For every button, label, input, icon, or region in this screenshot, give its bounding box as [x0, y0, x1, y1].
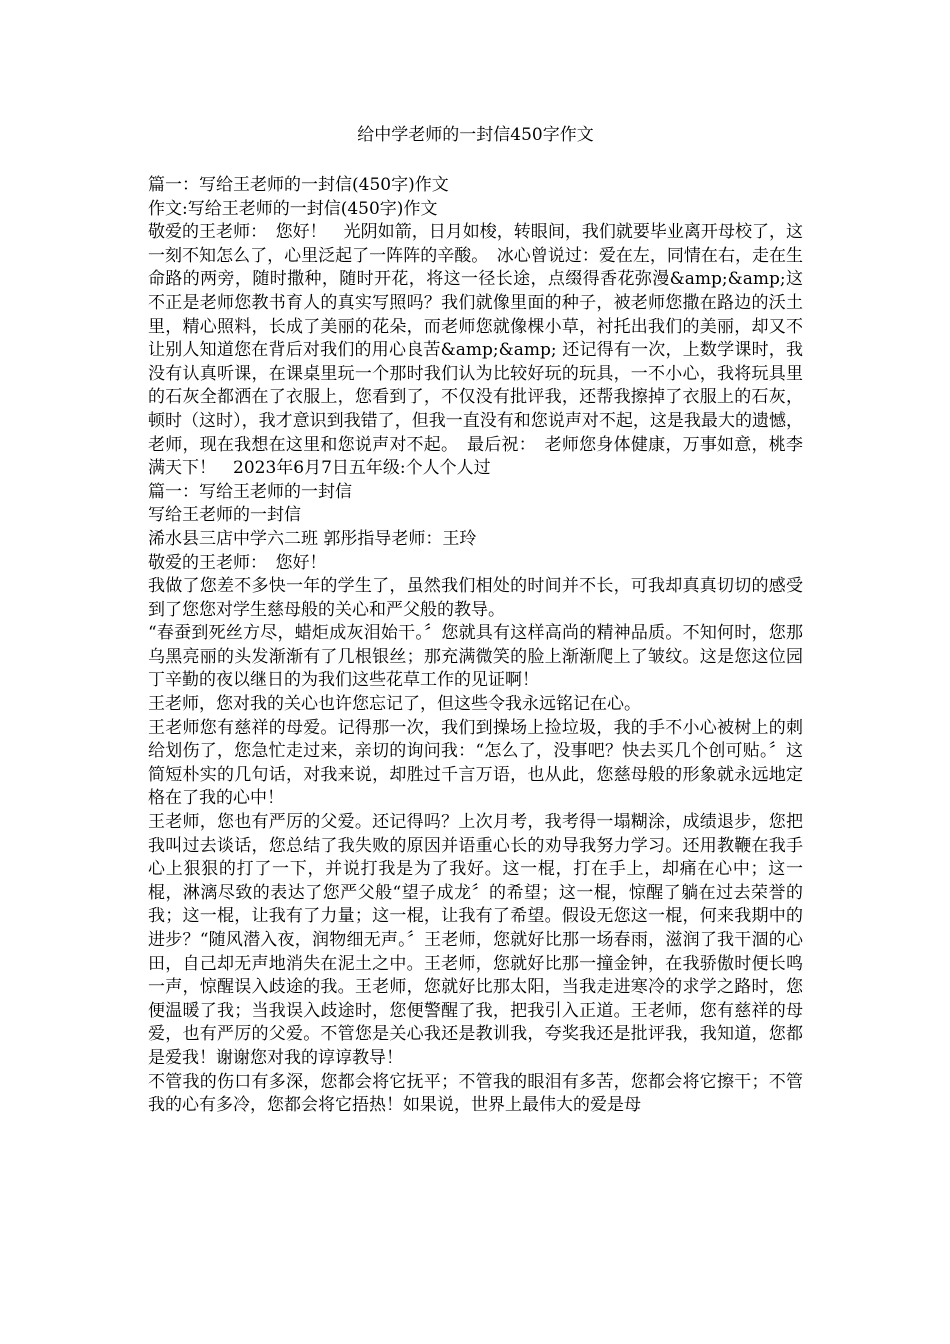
body-paragraph: “春蚕到死丝方尽，蜡炬成灰泪始干。〞您就具有这样高尚的精神品质。不知何时，您那乌黑亮丽的头发渐渐有了几根银丝；那充满微笑的脸上渐渐爬上了皱纹。这是您这位园丁辛勤的夜以继日的为我们这些花草工作的见证啊！ — [148, 623, 803, 691]
section-heading: 篇一：写给王老师的一封信(450字)作文 — [148, 175, 449, 195]
body-paragraph: 王老师您有慈祥的母爱。记得那一次，我们到操场上捡垃圾，我的手不小心被树上的刺给划伤了，您急忙走过来，亲切的询问我：“怎么了，没事吧？快去买几个创可贴。〞这简短朴实的几句话，对我来说，却胜过千言万语，也从此，您慈母般的形象就永远地定格在了我的心中！ — [148, 717, 803, 809]
section-heading: 篇一：写给王老师的一封信 — [148, 481, 352, 502]
document-title: 给中学老师的一封信450字作文 — [357, 125, 594, 145]
body-paragraph: 王老师，您对我的关心也许您忘记了，但这些令我永远铭记在心。 — [148, 694, 641, 715]
letter-body-paragraph: 敬爱的王老师： 您好！ 光阴如箭，日月如梭，转眼间，我们就要毕业离开母校了，这一刻不知怎么了，心里泛起了一阵阵的辛酸。 冰心曾说过：爱在左，同情在右，走在生命路的两旁，随时撒种，随时开花，将这一径长途，点缀得香花弥漫&amp;&amp;这不正是老师您教书育人的真实写照吗？我们就像里面的种子，被老师您撒在路边的沃土里，精心照料，长成了美丽的花朵，而老师您就像棵小草，衬托出我们的美丽，却又不让别人知道您在背后对我们的用心良苦&amp;&amp; 还记得有一次，上数学课时，我没有认真听课，在课桌里玩一个那时我们认为比较好玩的玩具，一不小心，我将玩具里的石灰全都洒在了衣服上，您看到了，不仅没有批评我，还帮我擦掉了衣服上的石灰，顿时（这时），我才意识到我错了，但我一直没有和您说声对不起，这是我最大的遗憾，老师，现在我想在这里和您说声对不起。 最后祝： 老师您身体健康，万事如意，桃李满天下！ 2023年6月7日五年级:个人个人过 — [148, 222, 803, 479]
section-subheading: 作文:写给王老师的一封信(450字)作文 — [148, 198, 438, 219]
greeting: 敬爱的王老师： 您好！ — [148, 552, 327, 573]
body-paragraph: 王老师，您也有严厉的父爱。还记得吗？上次月考，我考得一塌糊涂，成绩退步，您把我叫过去谈话，您总结了我失败的原因并语重心长的劝导我努力学习。还用教鞭在我手心上狠狠的打了一下，并说打我是为了我好。这一棍，打在手上，却痛在心中；这一棍，淋漓尽致的表达了您严父般“望子成龙〞的希望；这一棍，惊醒了躺在过去荣誉的我；这一棍，让我有了力量；这一棍，让我有了希望。假设无您这一棍，何来我期中的进步？“随风潜入夜，润物细无声。〞王老师，您就好比那一场春雨，滋润了我干涸的心田，自己却无声地消失在泥土之中。王老师，您就好比那一撞金钟，在我骄傲时便长鸣一声，惊醒误入歧途的我。王老师，您就好比那太阳，当我走进寒冷的求学之路时，您便温暖了我；当我误入歧途时，您便警醒了我，把我引入正道。王老师，您有慈祥的母爱，也有严厉的父爱。不管您是关心我还是教训我，夸奖我还是批评我，我知道，您都是爱我！谢谢您对我的谆谆教导！ — [148, 812, 803, 1068]
body-paragraph: 我做了您差不多快一年的学生了，虽然我们相处的时间并不长，可我却真真切切的感受到了您您对学生慈母般的关心和严父般的教导。 — [148, 576, 803, 620]
document-page — [148, 122, 803, 1118]
body-paragraph: 不管我的伤口有多深，您都会将它抚平；不管我的眼泪有多苦，您都会将它擦干；不管我的心有多冷，您都会将它捂热！如果说，世界上最伟大的爱是母 — [148, 1071, 803, 1116]
letter-title: 写给王老师的一封信 — [148, 505, 301, 526]
author-line: 浠水县三店中学六二班 郭彤指导老师：王玲 — [148, 528, 477, 549]
